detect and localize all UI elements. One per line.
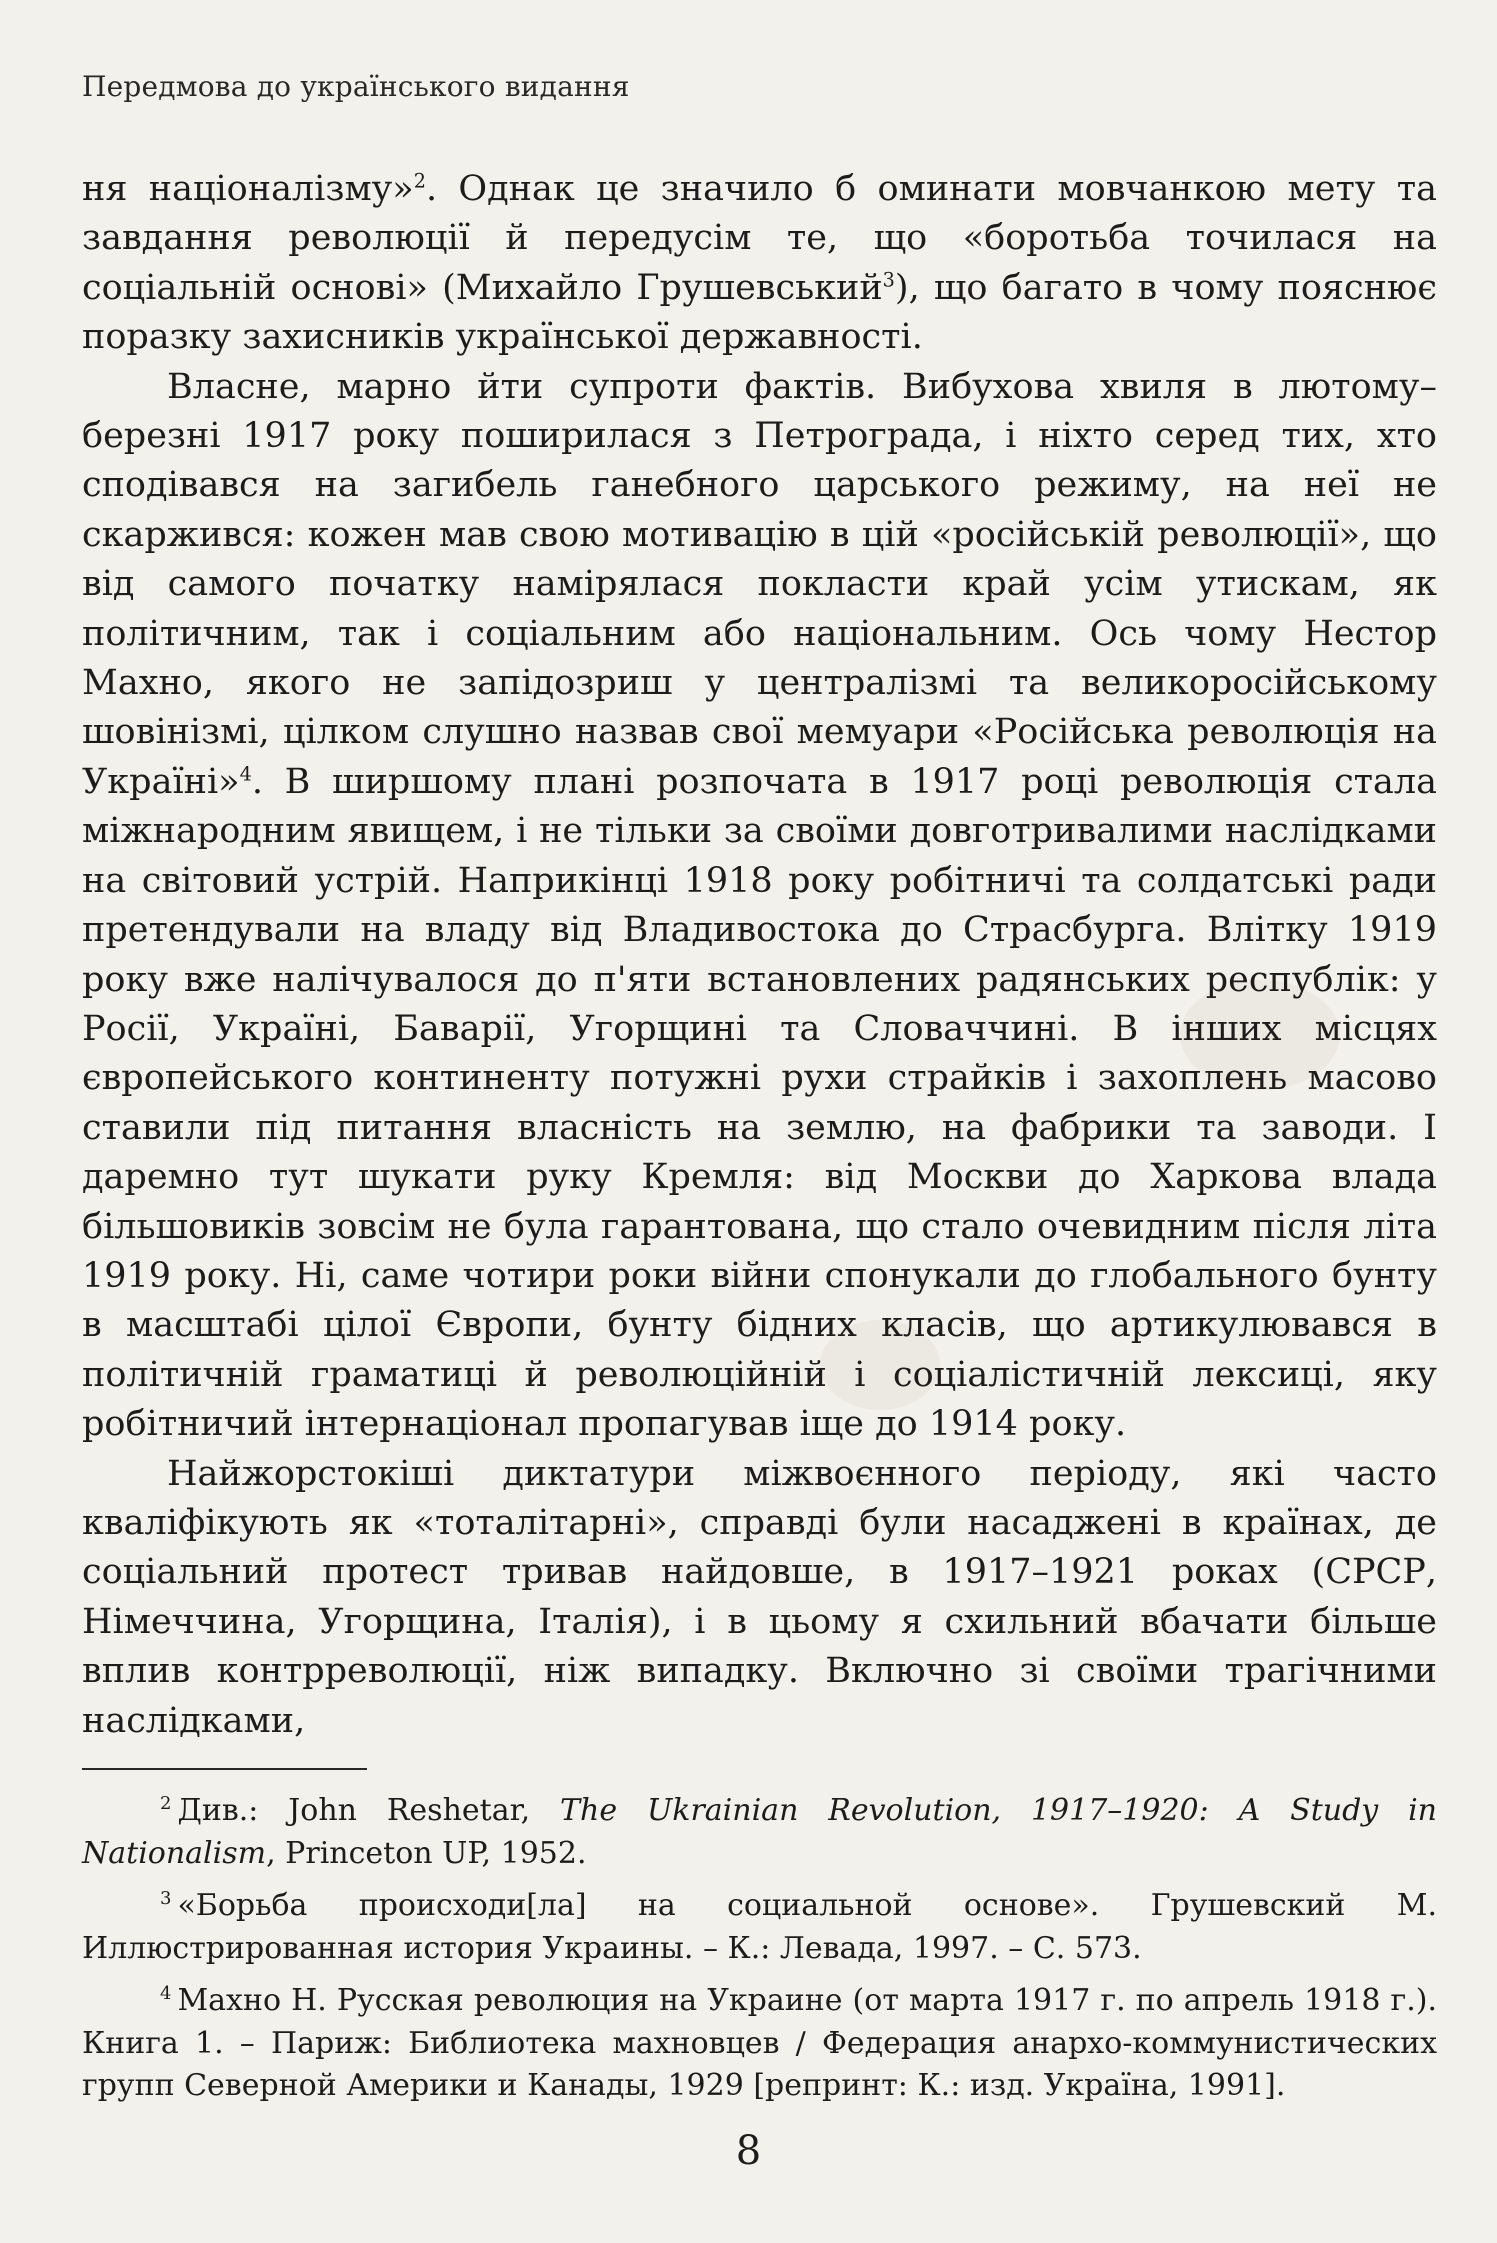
body-text (82, 165, 1437, 1746)
paragraph (82, 165, 1437, 363)
footnote (82, 1980, 1437, 2108)
running-head: Передмова до українського видання (82, 70, 630, 103)
footnote-mark: 2 (160, 1793, 172, 1814)
text-run: ня націоналізму» (82, 169, 414, 209)
text-run: . В ширшому плані розпочата в 1917 році революція стала міжнародним явищем, і не тільки за своїми довготривалими наслідками на світовий устрій. Наприкінці 1918 року робітничі та солдатські ради претендували на владу від Владивостока до Страсбурга. Влітку 1919 року вже налічувалося до п'яти встановлених радянських республік: у Росії, Україні, Баварії, Угорщині та Словаччині. В інших місцях європейського континенту потужні рухи страйків і захоплень масово ставили під питання власність на землю, на фабрики та заводи. І даремно тут шукати руку Кремля: від Москви до Харкова влада більшовиків зовсім не була гарантована, що стало очевидним після літа 1919 року. Ні, саме чотири роки війни спонукали до глобального бунту в масштабі цілої Європи, бунту бідних класів, що артикулювався в політичній граматиці й революційній і соціалістичній лексиці, яку робітничий інтернаціонал пропагував іще до 1914 року. (82, 761, 1437, 1445)
page-number: 8 (735, 2128, 762, 2174)
footnote (82, 1790, 1437, 1875)
footnote (82, 1885, 1437, 1970)
italic-title: The Ukrainian Revolution, 1917–1920: A Study in Nationalism (82, 1793, 1437, 1871)
text-run: Махно Н. Русская революция на Украине (от марта 1917 г. по апрель 1918 г.). Книга 1. – Париж: Библиотека махновцев / Федерация анархо-коммунистических групп Северной Америки и Канады, 1929 [репринт: К.: изд. Україна, 1991]. (82, 1983, 1437, 2103)
text-run: «Борьба происходи[ла] на социальной основе». Грушевский М. Иллюстрированная история Украины. – К.: Левада, 1997. – С. 573. (82, 1888, 1437, 1966)
footnotes (82, 1790, 1437, 2118)
footnote-reference: 4 (239, 762, 252, 786)
text-run: . Однак це значило б оминати мовчанкою мету та завдання революції й передусім те, що «боротьба точилася на соціальній основі» (Михайло Грушевський (82, 169, 1437, 308)
text-run: Власне, марно йти супроти фактів. Вибухова хвиля в лютому–березні 1917 року поширилася з Петрограда, і ніхто серед тих, хто сподівався на загибель ганебного царського режиму, на неї не скаржився: кожен мав свою мотивацію в цій «російській революції», що від самого початку намірялася покласти край усім утискам, як політичним, так і соціальним або національним. Ось чому Нестор Махно, якого не запідозриш у централізмі та великоросійському шовінізмі, цілком слушно назвав свої мемуари «Російська революція на Україні» (82, 366, 1437, 802)
footnote-mark: 3 (160, 1888, 172, 1909)
text-run: Див.: John Reshetar, (177, 1793, 561, 1828)
text-run: ), що багато в чому пояснює поразку захисників української державності. (82, 267, 1437, 358)
paragraph (82, 1450, 1437, 1746)
paragraph (82, 363, 1437, 1450)
footnote-reference: 2 (413, 169, 426, 193)
footnote-reference: 3 (882, 268, 895, 292)
text-run: Найжорстокіші диктатури міжвоєнного періоду, які часто кваліфікують як «тоталітарні», справді були насаджені в країнах, де соціальний протест тривав найдовше, в 1917–1921 роках (СРСР, Німеччина, Угорщина, Італія), і в цьому я схильний вбачати більше вплив контрреволюції, ніж випадку. Включно зі своїми трагічними наслідками, (82, 1453, 1437, 1741)
text-run: , Princeton UP, 1952. (266, 1835, 587, 1871)
footnote-rule (82, 1768, 367, 1770)
footnote-mark: 4 (160, 1983, 172, 2004)
